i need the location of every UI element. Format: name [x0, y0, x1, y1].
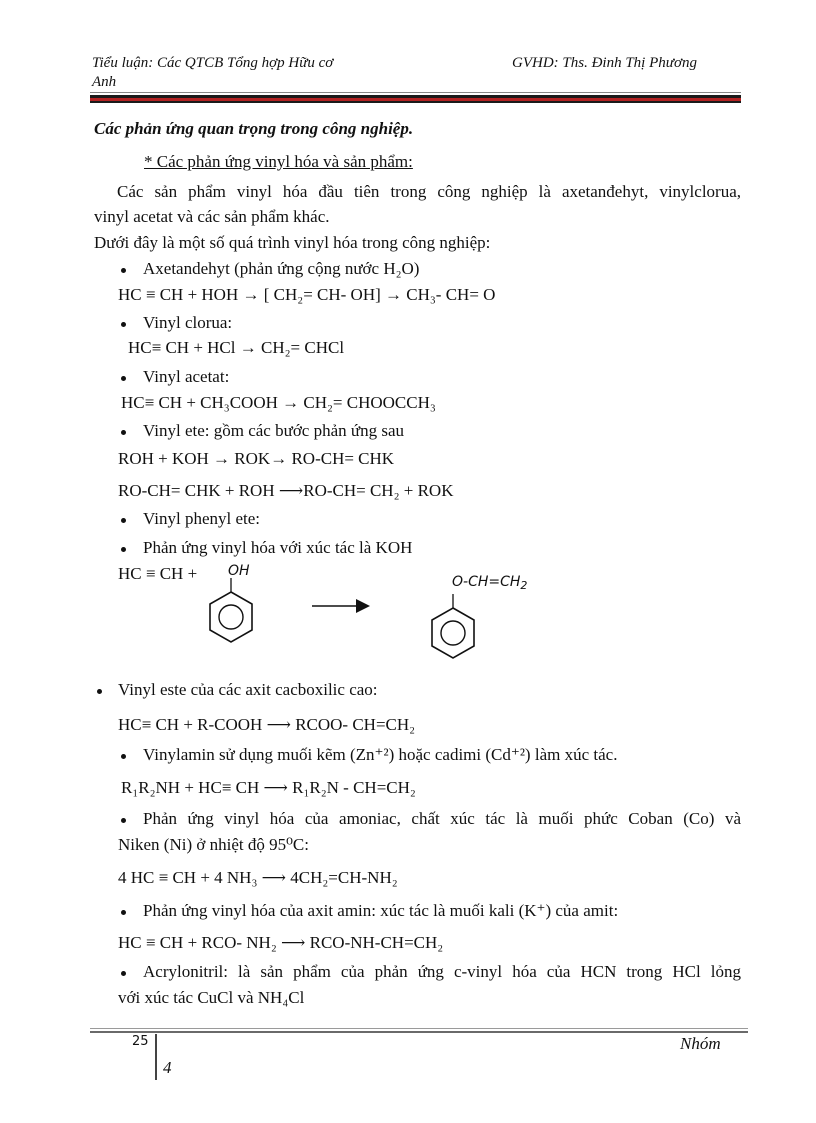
equation-9: 4 HC ≡ CH + 4 NH₃ ⟶ 4CH₂=CH-NH₂ [118, 868, 398, 887]
footer-rule [90, 1028, 748, 1033]
product-formula: O-CH=CH [452, 574, 521, 590]
bullet-icon [121, 910, 126, 915]
item-koh: Phản ứng vinyl hóa với xúc tác là KOH [143, 538, 413, 557]
bullet-icon [121, 971, 126, 976]
product-label [452, 574, 527, 592]
header-title: Tiểu luận: Các QTCB Tổng hợp Hữu cơ [92, 55, 334, 71]
item-axetandehyt: Axetandehyt (phản ứng cộng nước H₂O) [143, 259, 420, 278]
header-instructor: GVHD: Ths. Đinh Thị Phương [512, 55, 697, 71]
section-title: Các phản ứng quan trọng trong công nghiệp. [94, 119, 414, 138]
header-title-continued: Anh [92, 74, 117, 90]
item-amoniac-continued: Niken (Ni) ở nhiệt độ 95⁰C: [118, 835, 309, 854]
bullet-icon [121, 376, 126, 381]
bullet-icon [121, 518, 126, 523]
bullet-icon [121, 818, 126, 823]
bullet-icon [121, 322, 126, 327]
equation-7: HC≡ CH + R-COOH ⟶ RCOO- CH=CH₂ [118, 715, 416, 734]
item-acrylonitril-continued: với xúc tác CuCl và NH₄Cl [118, 988, 305, 1007]
equation-6-left: HC ≡ CH + [118, 564, 198, 583]
item-vinyl-acetat: Vinyl acetat: [143, 367, 230, 386]
product-subscript: 2 [520, 579, 528, 592]
bullet-icon [121, 268, 126, 273]
item-vinyl-este: Vinyl este của các axit cacboxilic cao: [118, 680, 378, 699]
bullet-icon [97, 689, 102, 694]
subheading: * Các phản ứng vinyl hóa và sản phẩm: [144, 152, 413, 171]
item-amoniac: Phản ứng vinyl hóa của amoniac, chất xúc tác là muối phức Coban (Co) và [143, 809, 741, 828]
bullet-icon [121, 430, 126, 435]
footer-group-number: 4 [163, 1058, 172, 1077]
equation-5: RO-CH= CHK + ROH ⟶RO-CH= CH₂ + ROK [118, 481, 454, 500]
equation-3: HC≡ CH + CH₃COOH → CH₂= CHOOCCH₃ [121, 393, 436, 412]
item-vinyl-phenyl: Vinyl phenyl ete: [143, 509, 261, 528]
intro-line-1: Các sản phẩm vinyl hóa đầu tiên trong công nghiệp là axetanđehyt, vinylclorua, [117, 182, 741, 201]
equation-8: R₁R₂NH + HC≡ CH ⟶ R₁R₂N - CH=CH₂ [121, 778, 416, 797]
bullet-icon [121, 547, 126, 552]
oh-label: OH [228, 563, 250, 579]
item-axit-amin: Phản ứng vinyl hóa của axit amin: xúc tác là muối kali (K⁺) của amit: [143, 901, 619, 920]
reaction-arrow-icon [310, 597, 374, 615]
vinyl-phenyl-ete-ring-icon [427, 592, 487, 664]
item-vinyl-ete: Vinyl ete: gồm các bước phản ứng sau [143, 421, 405, 440]
intro-line-2: vinyl acetat và các sản phẩm khác. [94, 207, 330, 226]
equation-2: HC≡ CH + HCl → CH₂= CHCl [128, 338, 345, 357]
equation-4: ROH + KOH → ROK→ RO-CH= CHK [118, 449, 395, 468]
item-vinyl-clorua: Vinyl clorua: [143, 313, 233, 332]
footer-divider [155, 1034, 157, 1080]
page-number: 25 [132, 1034, 149, 1049]
item-vinylamin: Vinylamin sử dụng muối kẽm (Zn⁺²) hoặc cadimi (Cd⁺²) làm xúc tác. [143, 745, 618, 764]
equation-10: HC ≡ CH + RCO- NH₂ ⟶ RCO-NH-CH=CH₂ [118, 933, 444, 952]
header-rule [90, 92, 741, 103]
equation-1: HC ≡ CH + HOH → [ CH₂= CH- OH] → CH₃- CH= O [118, 285, 496, 304]
footer-group-word: Nhóm [680, 1034, 721, 1053]
phenol-benzene-ring-icon [205, 578, 265, 648]
bullet-icon [121, 754, 126, 759]
item-acrylonitril: Acrylonitril: là sản phẩm của phản ứng c-vinyl hóa của HCN trong HCl lỏng [143, 962, 741, 981]
intro-line-3: Dưới đây là một số quá trình vinyl hóa trong công nghiệp: [94, 233, 491, 252]
